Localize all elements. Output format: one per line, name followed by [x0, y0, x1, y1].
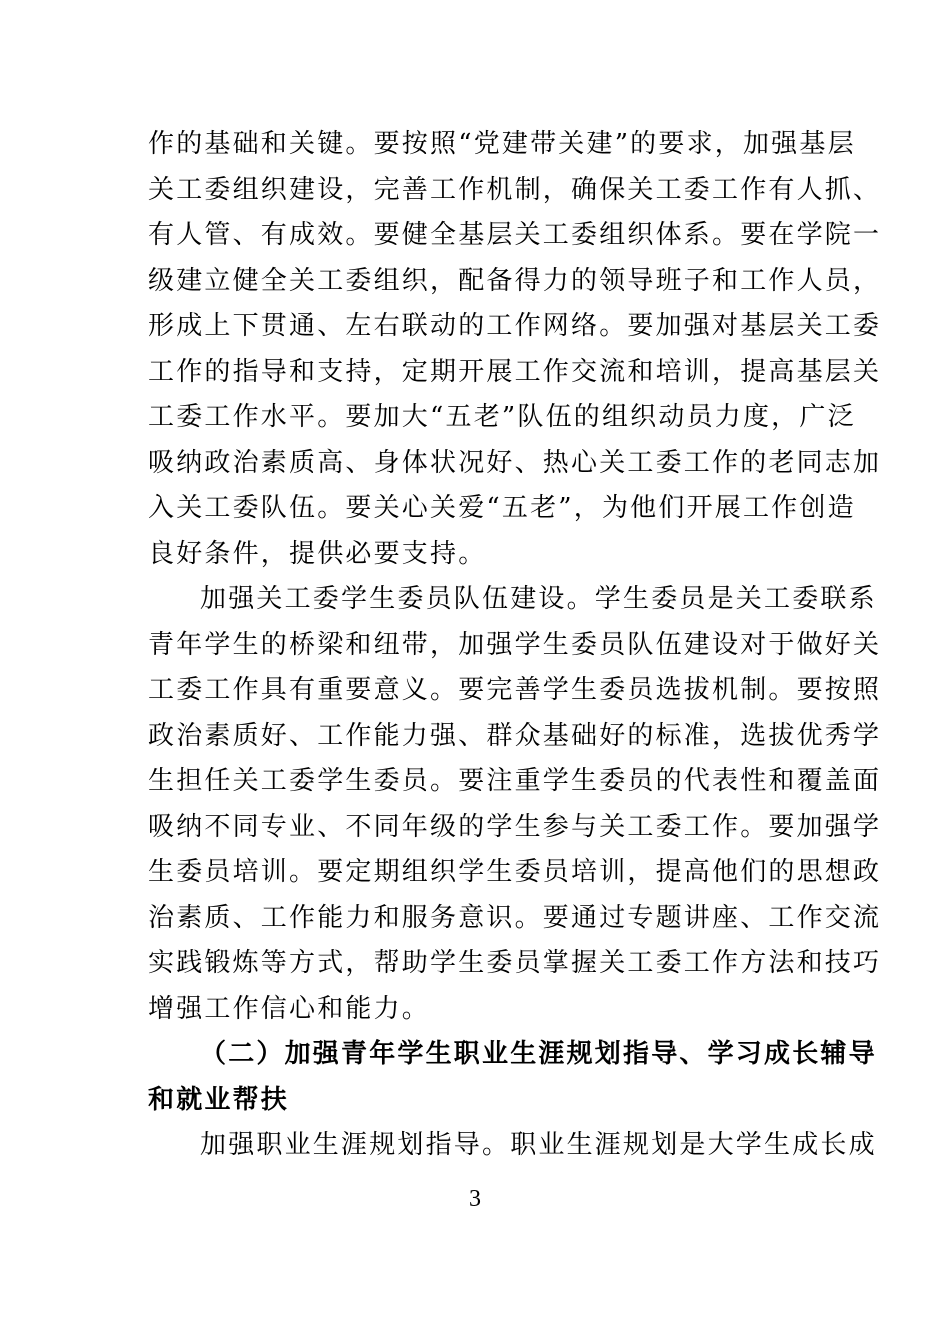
text-line: 青年学生的桥梁和纽带，加强学生委员队伍建设对于做好关 [148, 629, 882, 660]
text-line: 加强职业生涯规划指导。职业生涯规划是大学生成长成 [200, 1130, 877, 1160]
heading-line: 和就业帮扶 [148, 1084, 290, 1115]
heading-line: （二）加强青年学生职业生涯规划指导、学习成长辅导 [200, 1039, 877, 1069]
text-line: 治素质、工作能力和服务意识。要通过专题讲座、工作交流 [148, 902, 882, 933]
text-line: 关工委组织建设，完善工作机制，确保关工委工作有人抓、 [148, 174, 882, 205]
paragraph-grassroots-organization [148, 122, 882, 577]
paragraph-career-planning [148, 1123, 877, 1169]
text-line: 加强关工委学生委员队伍建设。学生委员是关工委联系 [200, 584, 877, 614]
text-line: 吸纳不同专业、不同年级的学生参与关工委工作。要加强学 [148, 811, 882, 842]
text-line: 工委工作水平。要加大“五老”队伍的组织动员力度，广泛 [148, 402, 856, 432]
text-line: 形成上下贯通、左右联动的工作网络。要加强对基层关工委 [148, 311, 882, 341]
body-text [148, 122, 882, 1169]
section-heading [148, 1032, 877, 1123]
text-line: 政治素质好、工作能力强、群众基础好的标准，选拔优秀学 [148, 720, 882, 751]
text-line: 实践锻炼等方式，帮助学生委员掌握关工委工作方法和技巧 [148, 948, 882, 978]
text-line: 工作的指导和支持，定期开展工作交流和培训，提高基层关 [148, 356, 882, 387]
text-line: 生委员培训。要定期组织学生委员培训，提高他们的思想政 [148, 857, 882, 887]
paragraph-student-committee [148, 577, 882, 1032]
text-line: 增强工作信心和能力。 [148, 993, 431, 1024]
text-line: 工委工作具有重要意义。要完善学生委员选拔机制。要按照 [148, 675, 882, 705]
text-line: 作的基础和关键。要按照“党建带关建”的要求，加强基层 [148, 129, 856, 159]
page-number: 3 [469, 1186, 481, 1212]
text-line: 良好条件，提供必要支持。 [148, 538, 487, 569]
text-line: 生担任关工委学生委员。要注重学生委员的代表性和覆盖面 [148, 766, 882, 796]
text-line: 有人管、有成效。要健全基层关工委组织体系。要在学院一 [148, 220, 882, 250]
text-line: 吸纳政治素质高、身体状况好、热心关工委工作的老同志加 [148, 447, 882, 478]
text-line: 级建立健全关工委组织，配备得力的领导班子和工作人员， [148, 265, 882, 296]
text-line: 入关工委队伍。要关心关爱“五老”，为他们开展工作创造 [148, 493, 856, 523]
